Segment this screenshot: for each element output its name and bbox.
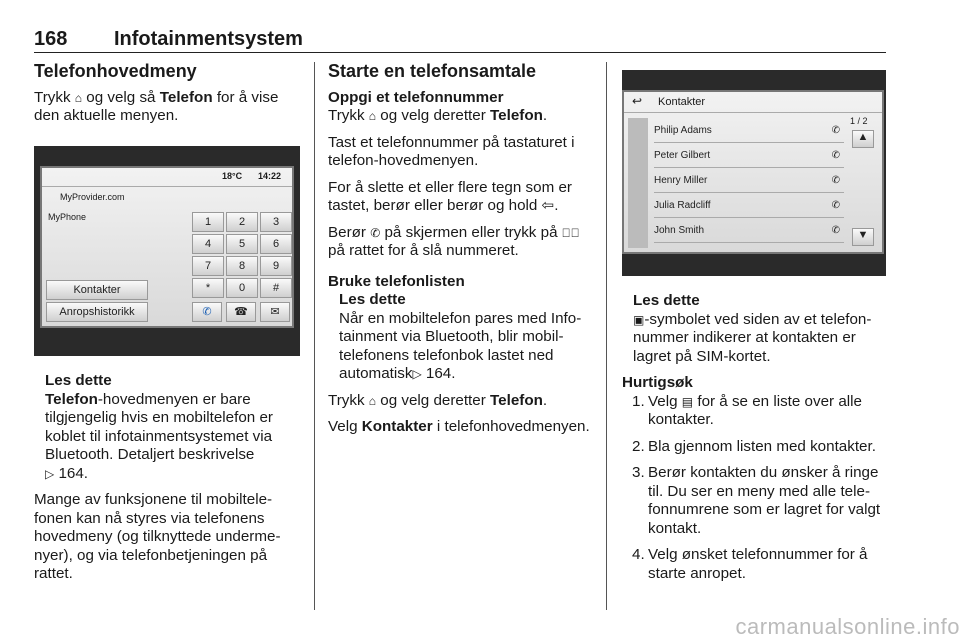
page-number: 168: [34, 28, 68, 50]
back-icon[interactable]: ↩: [632, 94, 643, 108]
phone-name: MyPhone: [48, 212, 87, 222]
paragraph-press-home-2: Trykk ⌂ og velg deretter Telefon.: [328, 391, 548, 409]
keypad-key[interactable]: 7: [192, 256, 224, 276]
call-contact-icon[interactable]: ✆: [831, 150, 840, 161]
table-row[interactable]: [654, 145, 844, 168]
steps-list: [622, 393, 892, 584]
contact-name: Peter Gilbert: [654, 150, 711, 161]
contact-name: John Smith: [654, 225, 705, 236]
note-box: Les dette Når en mobiltelefon pares med Infotainment via Bluetooth, blir mobiltelefonens telefonbok lastet ned automatisk▷ 164.: [328, 291, 596, 384]
table-row[interactable]: [654, 195, 844, 218]
keypad-key[interactable]: 1: [192, 212, 224, 232]
status-temp: 18°C: [222, 171, 243, 181]
paragraph-press-home: Trykk ⌂ og velg deretter Telefon.: [328, 107, 548, 124]
intro-paragraph: Trykk ⌂ og velg så Telefon for å vise den aktuelle menyen.: [34, 88, 279, 124]
list-item: 1. Velg ▤ for å se en liste over alle kontakter.: [632, 392, 862, 428]
mail-icon: ✉: [270, 306, 280, 318]
paragraph-select-contacts: Velg Kontakter i telefonhovedmenyen.: [328, 418, 590, 435]
status-time: 14:22: [258, 171, 282, 181]
table-row[interactable]: [654, 170, 844, 193]
screen-title: Kontakter: [658, 96, 706, 108]
list-item: 2. Bla gjennom listen med kontakter.: [632, 437, 876, 455]
contact-name: Julia Radcliff: [654, 200, 711, 211]
phone-icon: ✆: [370, 225, 381, 240]
keypad-key[interactable]: 6: [260, 234, 292, 254]
note-label: Les dette: [45, 372, 112, 389]
note-box: Les dette ▣-symbolet ved siden av et telefonnummer indikerer at kontakten er lagret på SIM-kortet.: [622, 292, 892, 366]
column-divider: [606, 62, 607, 610]
keypad-key[interactable]: *: [192, 278, 224, 298]
note-label: Les dette: [633, 292, 700, 309]
note-box: Les dette Telefon-hovedmenyen er bare tilgjengelig hvis en mobiltelefon er koblet til infotainmentsystemet via Bluetooth. Detaljert beskrivelse ▷ 164.: [34, 372, 300, 483]
call-button[interactable]: [192, 302, 222, 322]
column-1: [34, 62, 300, 134]
provider-name: MyProvider.com: [60, 192, 125, 202]
home-icon: ⌂: [74, 90, 83, 105]
paragraph-dial: Berør ✆ på skjermen eller trykk på ✆⃝ på rattet for å slå nummeret.: [328, 223, 580, 259]
contact-name: Henry Miller: [654, 175, 708, 186]
table-row[interactable]: [654, 120, 844, 143]
call-contact-icon[interactable]: ✆: [831, 125, 840, 136]
scroll-up-button[interactable]: ▲: [852, 130, 874, 148]
reference-arrow-icon: ▷: [45, 466, 55, 481]
column-2: [328, 62, 596, 445]
table-row[interactable]: [654, 220, 844, 243]
quick-search-tab[interactable]: [628, 118, 648, 248]
call-history-button[interactable]: Anropshistorikk: [46, 302, 148, 322]
title-bar: [624, 92, 882, 126]
contacts-screenshot: [622, 70, 886, 276]
section-heading-main-menu: Telefonhovedmeny: [34, 61, 197, 81]
paragraph-enter-number: Tast et telefonnummer på tastaturet i telefon-hovedmenyen.: [328, 133, 575, 169]
list-item: 4. Velg ønsket telefonnummer for å starte anropet.: [632, 546, 868, 582]
scroll-down-button[interactable]: ▼: [852, 228, 874, 246]
watermark: carmanualsonline.info: [735, 614, 960, 639]
phone-icon: ✆: [202, 306, 212, 318]
reference-arrow-icon: ▷: [412, 367, 422, 381]
contacts-button[interactable]: Kontakter: [46, 280, 148, 300]
home-icon: ⌂: [368, 393, 377, 408]
keypad-key[interactable]: 0: [226, 278, 258, 298]
section-heading-start-call: Starte en telefonsamtale: [328, 61, 537, 81]
phone-main-menu-screenshot: [34, 146, 300, 356]
contacts-screen: [622, 90, 884, 254]
subheading-phone-list: Bruke telefonlisten: [328, 272, 465, 290]
note-label: Les dette: [339, 291, 406, 308]
list-item: 3. Berør kontakten du ønsker å ringe til. Du ser en meny med alle telefonnumrene som er lagret for valgt kontakt.: [632, 464, 881, 537]
page-indicator: 1 / 2: [850, 116, 868, 126]
keypad-key[interactable]: 3: [260, 212, 292, 232]
contacts-list-icon: ▤: [681, 394, 694, 409]
sim-card-icon: ▣: [633, 312, 645, 327]
status-bar: [42, 168, 292, 187]
page-header: [34, 28, 886, 53]
column-divider: [314, 62, 315, 610]
column-3: [622, 292, 892, 591]
contact-name: Philip Adams: [654, 125, 712, 136]
phone-screen: [40, 166, 294, 328]
voicemail-button[interactable]: [260, 302, 290, 322]
paragraph-delete: For å slette et eller flere tegn som er tastet, berør eller berør og hold ⇦.: [328, 178, 572, 214]
keypad-key[interactable]: 8: [226, 256, 258, 276]
page-title: Infotainmentsystem: [114, 28, 303, 50]
subheading-quick-search: Hurtigsøk: [622, 374, 693, 391]
keypad-key[interactable]: #: [260, 278, 292, 298]
keypad-key[interactable]: 5: [226, 234, 258, 254]
keypad-key[interactable]: 2: [226, 212, 258, 232]
steering-phone-icon: ✆⃝: [561, 225, 580, 240]
call-contact-icon[interactable]: ✆: [831, 225, 840, 236]
column-1-lower: [34, 372, 300, 592]
call-contact-icon[interactable]: ✆: [831, 200, 840, 211]
home-icon: ⌂: [368, 109, 377, 123]
keypad-key[interactable]: 9: [260, 256, 292, 276]
subheading-enter-number: Oppgi et telefonnummer: [328, 88, 504, 106]
hang-up-icon: ☎: [234, 306, 248, 318]
hang-up-button[interactable]: [226, 302, 256, 322]
functions-paragraph: Mange av funksjonene til mobiltelefonen kan nå styres via telefonens hovedmeny (og tilknyttede undermenyer), og via telefonbetjeningen på rattet.: [34, 491, 281, 582]
call-contact-icon[interactable]: ✆: [831, 175, 840, 186]
keypad-key[interactable]: 4: [192, 234, 224, 254]
